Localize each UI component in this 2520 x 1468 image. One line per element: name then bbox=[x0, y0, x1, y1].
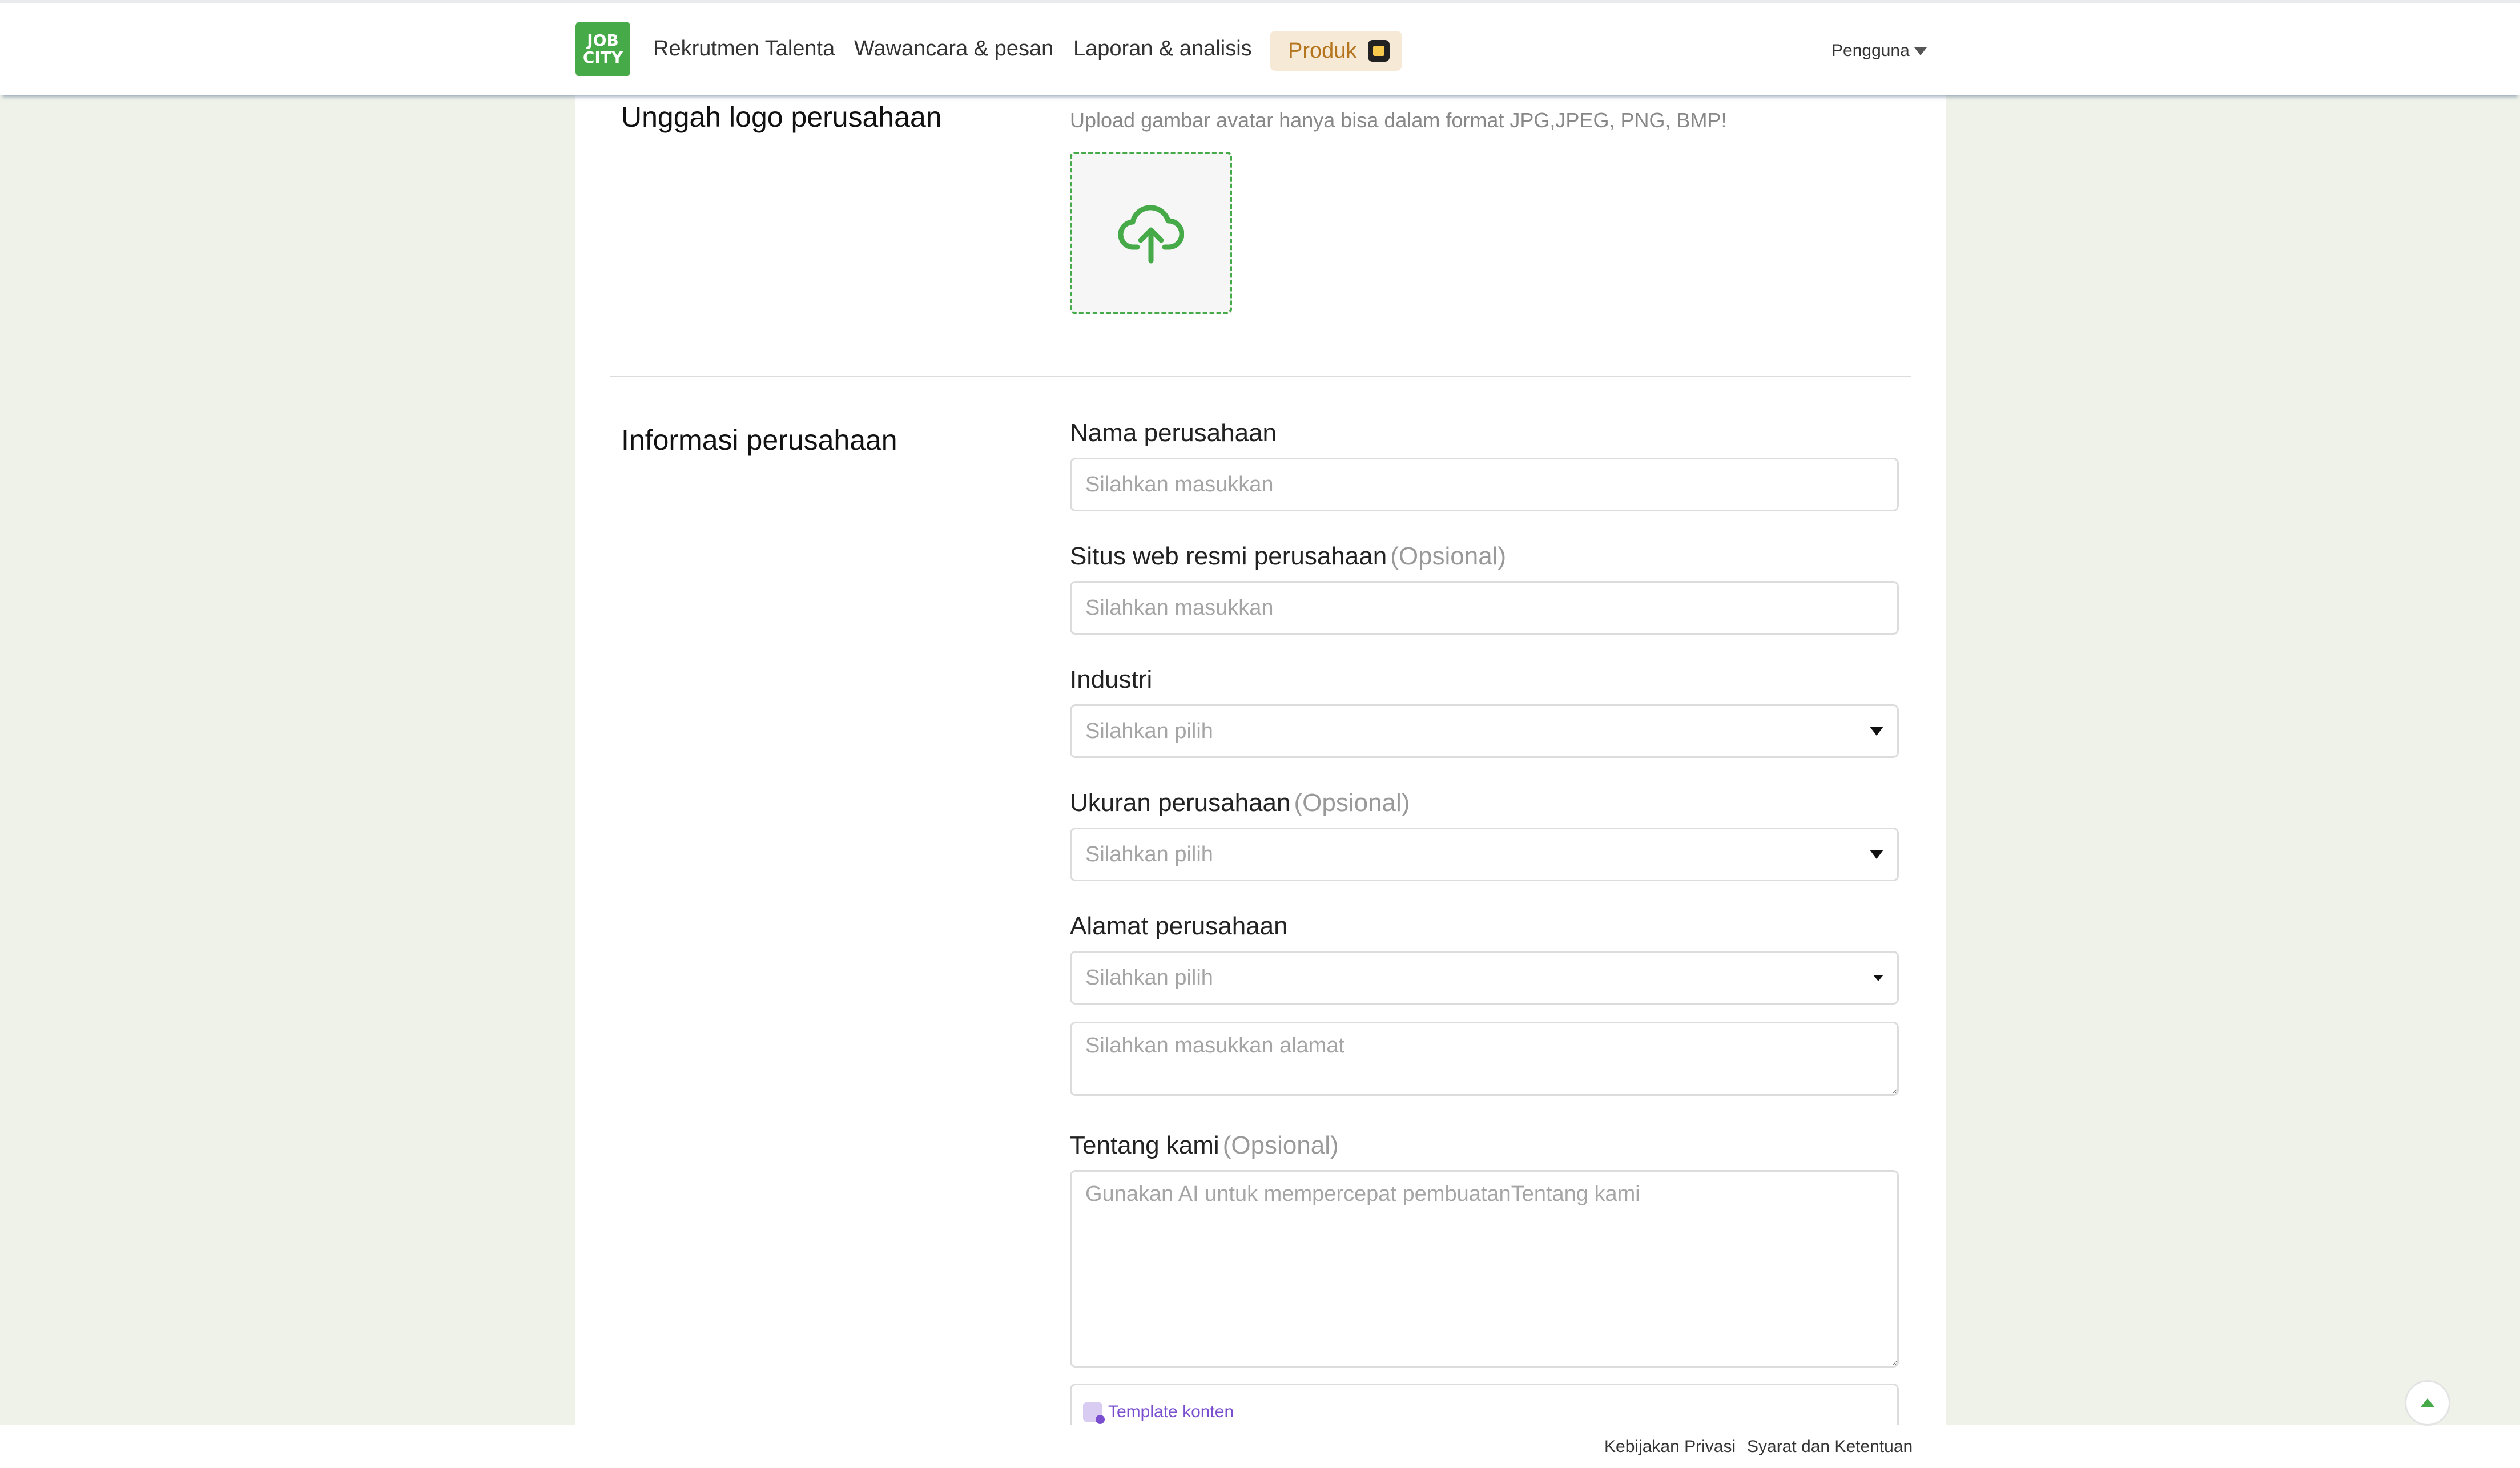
shopping-bag-icon bbox=[1368, 40, 1390, 62]
optional-tag: (Opsional) bbox=[1222, 1131, 1339, 1159]
company-size-select-placeholder: Silahkan pilih bbox=[1085, 842, 1213, 866]
template-content-label: Template konten bbox=[1108, 1402, 1234, 1421]
company-address-label bbox=[1070, 912, 1288, 941]
dropdown-arrow-icon bbox=[1870, 850, 1883, 859]
back-to-top-button[interactable] bbox=[2405, 1380, 2450, 1426]
user-menu-label: Pengguna bbox=[1831, 41, 1910, 60]
industry-label-text: Industri bbox=[1070, 666, 1153, 693]
optional-tag: (Opsional) bbox=[1390, 542, 1507, 570]
product-button[interactable] bbox=[1270, 31, 1402, 71]
company-name-label-text: Nama perusahaan bbox=[1070, 419, 1277, 447]
company-address-label-text: Alamat perusahaan bbox=[1070, 912, 1288, 940]
company-name-input[interactable] bbox=[1070, 458, 1899, 511]
logo-line-1: JOB bbox=[587, 31, 619, 50]
dropdown-arrow-icon bbox=[1873, 975, 1883, 981]
about-us-textarea[interactable] bbox=[1070, 1170, 1899, 1368]
optional-tag: (Opsional) bbox=[1294, 789, 1410, 817]
template-content-link[interactable] bbox=[1083, 1402, 1234, 1422]
company-address-detail-textarea[interactable] bbox=[1070, 1022, 1899, 1096]
company-size-select[interactable] bbox=[1070, 828, 1899, 881]
product-label: Produk bbox=[1288, 38, 1357, 63]
company-address-select-placeholder: Silahkan pilih bbox=[1085, 965, 1213, 990]
company-address-select[interactable] bbox=[1070, 951, 1899, 1005]
nav-item-laporan-analisis[interactable]: Laporan & analisis bbox=[1073, 37, 1252, 61]
industry-select-placeholder: Silahkan pilih bbox=[1085, 719, 1213, 743]
logo-line-2: CITY bbox=[582, 48, 623, 67]
logo-upload-area[interactable] bbox=[1070, 152, 1232, 314]
upload-logo-title: Unggah logo perusahaan bbox=[621, 101, 942, 133]
cloud-upload-icon bbox=[1118, 201, 1184, 264]
industry-label bbox=[1070, 666, 1152, 694]
top-navigation-bar bbox=[0, 0, 2520, 95]
company-website-input[interactable] bbox=[1070, 581, 1899, 635]
company-website-label bbox=[1070, 542, 1506, 571]
template-icon bbox=[1083, 1402, 1102, 1422]
footer-bar bbox=[0, 1425, 2520, 1468]
company-size-label-text: Ukuran perusahaan bbox=[1070, 789, 1291, 817]
company-size-label bbox=[1070, 789, 1410, 817]
privacy-policy-link[interactable]: Kebijakan Privasi bbox=[1604, 1437, 1736, 1456]
nav-item-rekrutmen-talenta[interactable]: Rekrutmen Talenta bbox=[653, 37, 835, 61]
jobcity-logo[interactable] bbox=[575, 22, 630, 76]
chevron-down-icon bbox=[1914, 47, 1927, 55]
nav-item-wawancara-pesan[interactable]: Wawancara & pesan bbox=[854, 37, 1054, 61]
about-us-label-text: Tentang kami bbox=[1070, 1131, 1219, 1159]
company-name-label bbox=[1070, 419, 1277, 447]
about-us-label bbox=[1070, 1131, 1339, 1160]
dropdown-arrow-icon bbox=[1870, 727, 1883, 736]
terms-link[interactable]: Syarat dan Ketentuan bbox=[1747, 1437, 1913, 1456]
arrow-up-icon bbox=[2420, 1398, 2435, 1407]
industry-select[interactable] bbox=[1070, 704, 1899, 758]
section-divider bbox=[610, 376, 1911, 377]
company-info-title: Informasi perusahaan bbox=[621, 424, 897, 456]
company-website-label-text: Situs web resmi perusahaan bbox=[1070, 542, 1387, 570]
upload-format-hint: Upload gambar avatar hanya bisa dalam format JPG,JPEG, PNG, BMP! bbox=[1070, 108, 1727, 132]
user-menu[interactable] bbox=[1831, 41, 1927, 61]
